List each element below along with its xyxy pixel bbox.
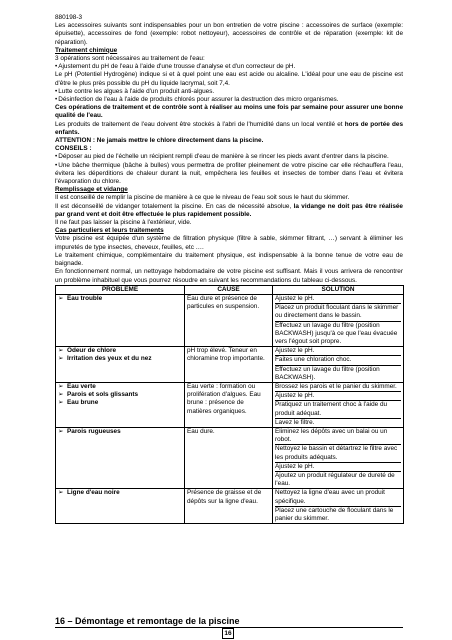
solution-line: Placez une cartouche de floculant dans le panier du skimmer. xyxy=(275,506,394,522)
arrow-right-icon: ➢ xyxy=(58,355,64,363)
problem-item xyxy=(58,355,182,363)
solution-line: Brossez les parois et le panier du skimmer. xyxy=(275,383,401,392)
chem-bullet-cover: • Une bâche thermique (bâche à bulles) vous permettra de profiter pleinement de votre piscine car elle réchauffera l'eau, évitera les déperditions de chaleur durant la nuit, empêchera les feuilles et insectes de tomber dans l'eau et évitera l'évaporation du chlore. xyxy=(55,162,403,187)
chem-conseils: CONSEILS : xyxy=(55,145,92,153)
problem-cell xyxy=(56,294,185,346)
document-page xyxy=(55,14,403,524)
chem-bullet-ph: • Ajustement du pH de l'eau à l'aide d'une trousse d'analyse et d'un correcteur de pH. xyxy=(55,63,403,71)
arrow-right-icon: ➢ xyxy=(58,489,64,497)
problem-cell xyxy=(56,382,185,427)
chem-storage-paragraph xyxy=(55,121,403,137)
problem-label: Ligne d'eau noire xyxy=(67,489,120,497)
solution-cell xyxy=(273,347,404,383)
section-title-drain: Remplissage et vidange xyxy=(55,186,128,194)
chem-bullet-disinfection: • Désinfection de l'eau à l'aide de produits chlorés pour assurer la destruction des micro organismes. xyxy=(55,96,403,104)
header-problem: PROBLEME xyxy=(56,285,185,294)
problem-cell xyxy=(56,489,185,524)
chem-weekly-note: Ces opérations de traitement et de contrôle sont à réaliser au moins une fois par semaine pour assurer une bonne qualité de l'eau. xyxy=(55,104,403,120)
problem-label: Parois rugueuses xyxy=(67,427,121,435)
chem-attention: ATTENTION : Ne jamais mettre le chlore directement dans la piscine. xyxy=(55,137,264,145)
solution-cell xyxy=(273,382,404,427)
section-title-chemical: Traitement chimique xyxy=(55,46,118,54)
drain-p2-text: Il est déconseillé de vidanger totalement la piscine. En cas de nécessité absolue, xyxy=(55,202,294,210)
solution-cell xyxy=(273,294,404,346)
special-paragraph-3: En fonctionnement normal, un nettoyage hebdomadaire de votre piscine est suffisant. Mais il vous arrivera de rencontrer un problème inhabituel que vous pourrez résoudre en suivant les recommandations du tableau ci-dessous. xyxy=(55,268,403,284)
problem-item xyxy=(58,295,182,303)
page-number: 16 xyxy=(222,628,234,639)
drain-paragraph-2 xyxy=(55,203,403,219)
chem-bullet-algae: • Lutte contre les algues à l'aide d'un produit anti-algues. xyxy=(55,88,403,96)
problem-label: Odeur de chlore xyxy=(67,347,117,355)
table-header-row xyxy=(56,285,404,294)
cause-cell: Eau dure. xyxy=(185,427,273,488)
solution-line: Pratiquez un traitement choc à l'aide du produit adéquat. xyxy=(275,401,401,418)
solution-line: Effectuez un lavage du filtre (position BACKWASH). xyxy=(275,365,380,381)
arrow-right-icon: ➢ xyxy=(58,391,64,399)
chem-paragraph-1: 3 opérations sont nécessaires au traitement de l'eau: xyxy=(55,55,205,63)
problem-label: Eau trouble xyxy=(67,294,103,302)
arrow-right-icon: ➢ xyxy=(58,427,64,435)
solution-line: Ajustez le pH. xyxy=(275,392,401,401)
footer-section-title: 16 – Démontage et remontage de la piscine xyxy=(55,616,240,626)
problem-item xyxy=(58,399,182,407)
solution-line: Ajustez le pH. xyxy=(275,295,401,304)
document-number: 880198-3 xyxy=(55,14,83,21)
cause-cell: Eau dure et présence de particules en suspension. xyxy=(185,294,273,346)
drain-paragraph-1: Il est conseillé de remplir la piscine de manière à ce que le niveau de l'eau soit sous le haut du skimmer. xyxy=(55,194,350,202)
solution-line: Faites une chloration choc. xyxy=(275,356,401,365)
cause-cell: pH trop élevé. Teneur en chloramine trop importante. xyxy=(185,347,273,383)
table-row xyxy=(56,489,404,524)
problem-label: Eau verte xyxy=(67,382,96,390)
drain-paragraph-3: Il ne faut pas laisser la piscine à l'extérieur, vide. xyxy=(55,219,192,227)
problem-cell xyxy=(56,347,185,383)
arrow-right-icon: ➢ xyxy=(58,294,64,302)
problem-label: Parois et sols glissants xyxy=(67,391,139,399)
solution-line: Lavez le filtre. xyxy=(275,418,315,426)
arrow-right-icon: ➢ xyxy=(58,347,64,355)
special-paragraph-2: Le traitement chimique, complémentaire du traitement physique, est indispensable à la bonne tenue de votre eau de baignade. xyxy=(55,251,403,268)
solution-line: Ajustez le pH. xyxy=(275,463,401,472)
solution-line: Nettoyez le bassin et détartrez le filtre avec les produits adéquats. xyxy=(275,445,401,462)
section-title-special: Cas particuliers et leurs traitements xyxy=(55,227,164,235)
drain-p2-bold: la vidange ne doit pas être réalisée par grand vent et doit être effectuée le plus rapidement possible. xyxy=(55,202,403,218)
table-row xyxy=(56,427,404,488)
chem-paragraph-ph: Le pH (Potentiel Hydrogène) indique si et à quel point une eau est acide ou alcaline. L'idéal pour une eau de piscine est d'être le plus près possible du pH du liquide lacrymal, soit 7,4. xyxy=(55,71,403,87)
solution-line: Eliminez les dépôts avec un balai ou un robot. xyxy=(275,428,401,445)
problem-item xyxy=(58,489,182,497)
table-row xyxy=(56,347,404,383)
solution-line: Nettoyez la ligne d'eau avec un produit spécifique. xyxy=(275,489,401,506)
arrow-right-icon: ➢ xyxy=(58,399,64,407)
special-paragraph-1: Votre piscine est équipée d'un système de filtration physique (filtre à sable, skimmer filtrant, …) servant à éliminer les impuretés de type insectes, cheveux, feuilles, etc …. xyxy=(55,235,403,251)
problem-item xyxy=(58,383,182,391)
header-cause: CAUSE xyxy=(185,285,273,294)
header-solution: SOLUTION xyxy=(273,285,404,294)
arrow-right-icon: ➢ xyxy=(58,382,64,390)
table-row xyxy=(56,382,404,427)
cause-cell: Eau verte : formation ou prolifération d'algues. Eau brune : présence de matières organiques. xyxy=(185,382,273,427)
problem-cell xyxy=(56,427,185,488)
chem-storage-text: Les produits de traitement de l'eau doivent être stockés à l'abri de l'humidité dans un local ventilé et xyxy=(55,120,345,128)
solution-line: Ajustez le pH. xyxy=(275,347,401,356)
table-row xyxy=(56,294,404,346)
cause-cell: Présence de graisse et de dépôts sur la ligne d'eau. xyxy=(185,489,273,524)
solution-line: Effectuez un lavage du filtre (position BACKWASH) jusqu'à ce que l'eau évacuée vers l'égout soit propre. xyxy=(275,321,398,345)
intro-paragraph: Les accessoires suivants sont indispensables pour un bon entretien de votre piscine : accessoires de surface (exemple: épuisette), accessoires de fond (exemple: robot nettoyeur), accessoires de contrôle et de réparation (exemple: kit de réparation). xyxy=(55,22,403,46)
problem-label: Irritation des yeux et du nez xyxy=(67,355,152,363)
solution-cell xyxy=(273,489,404,524)
problem-table xyxy=(55,285,404,524)
problem-item xyxy=(58,391,182,399)
chem-storage-bold: hors de portée des enfants. xyxy=(55,120,403,136)
chem-bullet-ladder: • Déposer au pied de l'échelle un récipient rempli d'eau de manière à se rincer les pieds avant d'entrer dans la piscine. xyxy=(55,153,403,161)
solution-line: Placez un produit floculant dans le skimmer ou directement dans le bassin. xyxy=(275,304,401,321)
problem-label: Eau brune xyxy=(67,399,99,407)
solution-line: Ajoutez un produit régulateur de dureté de l'eau. xyxy=(275,471,395,488)
solution-cell xyxy=(273,427,404,488)
problem-item xyxy=(58,347,182,355)
problem-item xyxy=(58,428,182,436)
